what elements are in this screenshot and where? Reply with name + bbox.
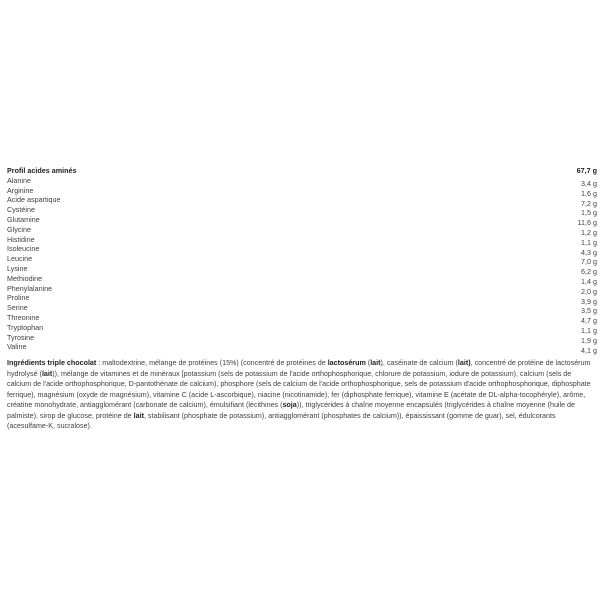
ingredient-bold-text: soja	[282, 401, 297, 409]
amino-acid-value: 7,2 g	[581, 198, 597, 208]
ingredient-text: , stabilisant (phosphate de potassium), antiagglomérant (phosphates de calcium)), épaississant (gomme de guar), sel, édulcorants (acesulfame-K, sucralose).	[7, 411, 556, 430]
amino-acid-value: 3,4 g	[581, 179, 597, 188]
amino-acid-value: 1,5 g	[581, 208, 597, 218]
amino-name-column	[7, 176, 207, 352]
ingredient-text: , concentré de protéine de lactosérum hydrolysé (	[7, 359, 591, 378]
amino-acid-name: Valine	[7, 342, 27, 352]
amino-profile-header	[7, 166, 597, 176]
amino-acid-name: Acide aspartique	[7, 195, 61, 205]
ingredient-bold-text: Ingrédients triple chocolat	[7, 359, 97, 367]
amino-acid-name: Tryptophan	[7, 322, 44, 332]
amino-acid-value: 3,9 g	[581, 296, 597, 306]
ingredient-bold-text: lactosérum	[327, 359, 366, 367]
amino-acid-name: Glutamine	[7, 214, 40, 224]
ingredient-text: (	[365, 359, 371, 367]
ingredient-bold-text: lait	[41, 369, 53, 378]
amino-acid-name: Alanine	[7, 175, 31, 185]
ingredient-bold-text: lait)	[457, 359, 471, 367]
amino-acid-value: 1,1 g	[581, 325, 597, 335]
amino-acid-name: Tyrosine	[7, 332, 35, 342]
amino-acid-value: 7,0 g	[581, 257, 597, 267]
amino-acid-value: 11,6 g	[577, 218, 597, 228]
amino-acid-value: 1,2 g	[581, 227, 597, 237]
amino-acid-value: 1,6 g	[581, 188, 597, 198]
amino-acid-value: 1,1 g	[581, 237, 597, 247]
ingredient-text: : maltodextrine, mélange de protéines (15%) (concentré de protéines de	[96, 359, 328, 367]
amino-profile-total: 67,7 g	[576, 166, 597, 175]
amino-acid-name: Arginine	[7, 185, 34, 195]
amino-acid-name: Glycine	[7, 224, 31, 234]
amino-acid-name: Lysine	[7, 263, 28, 273]
amino-value-column	[537, 179, 597, 355]
amino-acid-name: Isoleucine	[7, 244, 40, 254]
amino-acid-profile-table	[7, 166, 597, 355]
ingredient-text: ), caséinate de calcium (	[380, 359, 458, 367]
amino-acid-value: 2,0 g	[581, 286, 597, 296]
amino-acid-name: Phenylalanine	[7, 283, 53, 293]
amino-acid-name: Leucine	[7, 254, 33, 264]
amino-profile-title: Profil acides aminés	[7, 166, 77, 175]
amino-acid-value: 1,4 g	[581, 276, 597, 286]
ingredients-paragraph	[7, 358, 595, 432]
amino-acid-name: Proline	[7, 293, 30, 303]
ingredient-text: )), mélange de vitamines et de minéraux [potassium (sels de potassium de l'acide orthophosphorique, chlorure de potassium, iodure de potassium), calcium (sels de calcium de l'acide orthophosphorique, D-pantothénate de calcium), phosphore (sels de calcium de l'acide orthophosphorique, sels de potassium d'acide orthophosphorique, diphosphate ferrique), magnésium (oxyde de magnésium), vitamine C (acide L-ascorbique), niacine (nicotinamide), fer (diphosphate ferrique), vitamine E (acétate de DL-alpha-tocophéryle), arôme, créatine monohydrate, antiagglomérant (carbonate de calcium), émulsifiant (lécithines (	[7, 369, 591, 409]
amino-acid-value: 3,5 g	[581, 306, 597, 316]
ingredient-bold-text: lait	[370, 359, 381, 367]
amino-acid-value: 6,2 g	[581, 267, 597, 277]
amino-acid-value: 1,9 g	[581, 335, 597, 345]
ingredient-text: )), triglycérides à chaîne moyenne encapsulés (triglycérides à chaîne moyenne (huile de palmiste), sirop de glucose, protéine de	[7, 401, 575, 420]
ingredient-bold-text: lait	[133, 411, 144, 420]
amino-acid-value: 4,3 g	[581, 247, 597, 257]
amino-acid-name: Threonine	[7, 312, 40, 322]
amino-acid-name: Serine	[7, 303, 28, 313]
amino-acid-name: Histidine	[7, 234, 35, 244]
amino-acid-value: 4,1 g	[581, 345, 597, 355]
amino-acid-value: 4,7 g	[581, 316, 597, 326]
amino-acid-name: Methiodine	[7, 273, 43, 283]
amino-acid-name: Cystéine	[7, 205, 35, 215]
